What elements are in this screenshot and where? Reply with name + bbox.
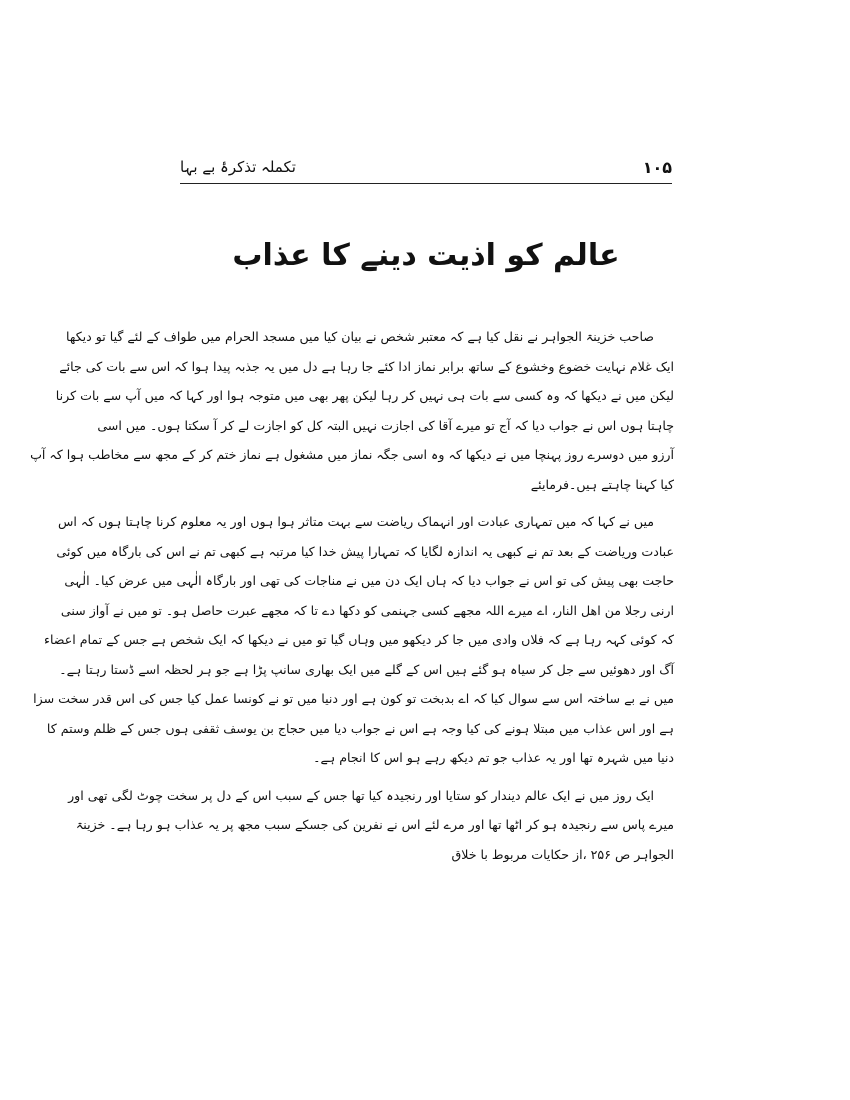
text-line: میں نے بے ساختہ اس سے سوال کیا کہ اے بدبخت تو کون ہے اور دنیا میں تو نے کونسا عمل کیا جس کی اس قدر سخت سزا — [33, 691, 674, 706]
page-number: ۱۰۵ — [642, 158, 672, 177]
text-line: عبادت وریاضت کے بعد تم نے کبھی یہ اندازہ لگایا کہ تمہارا پیش خدا کیا مرتبہ ہے کبھی تم نے اس کی بارگاہ میں کوئی — [56, 543, 674, 559]
text-line: دنیا میں شہرہ تھا اور یہ عذاب جو تم دیکھ رہے ہو اس کا انجام ہے۔ — [313, 750, 674, 765]
text-line: الجواہر ص ۲۵۶ ،از حکایات مربوط با خلاق — [451, 846, 674, 862]
text-line: ایک غلام نہایت خضوع وخشوع کے ساتھ برابر نماز ادا کئے جا رہا ہے دل میں یہ جذبہ پیدا ہوا کہ اس سے بات کی جائے — [59, 358, 674, 374]
text-line: لیکن میں نے دیکھا کہ وہ کسی سے بات ہی نہیں کر رہا لیکن پھر بھی میں متوجہ ہوا اور کہا کہ میں آپ سے بات کرنا — [55, 388, 674, 403]
paragraph-gap — [178, 773, 674, 781]
paragraph-gap — [178, 499, 674, 507]
text-line: میرے پاس سے رنجیدہ ہو کر اٹھا تھا اور مرے لئے اس نے نفرین کی جسکے سبب مجھ پر یہ عذاب ہو رہا ہے۔ خزینۃ — [75, 817, 674, 832]
text-line: کہ کوئی کہہ رہا ہے کہ فلاں وادی میں جا کر دیکھو میں وہاں گیا تو میں نے دیکھا کہ ایک شخص ہے جس کے تمام اعضاء — [44, 632, 674, 647]
text-line: ارنی رجلا من اھل النار، اے میرے اللہ مجھے کسی جہنمی کو دکھا دے تا کہ مجھے عبرت حاصل ہو۔ تو میں نے آواز سنی — [60, 602, 674, 618]
body-text — [30, 322, 674, 869]
text-line: صاحب خزینۃ الجواہر نے نقل کیا ہے کہ معتبر شخص نے بیان کیا میں مسجد الحرام میں طواف کے لئے گیا تو دیکھا — [66, 329, 654, 344]
chapter-title: عالم کو اذیت دینے کا عذاب — [232, 238, 620, 273]
text-line: ایک روز میں نے ایک عالم دیندار کو ستایا اور رنجیدہ کیا تھا جس کے سبب اس کے دل پر سخت چوٹ لگی تھی اور — [68, 787, 654, 803]
text-line: چاہتا ہوں اس نے جواب دیا کہ آج تو میرے آقا کی اجازت نہیں البتہ کل کو اجازت لے کر آ سکتا ہوں۔ میں اسی — [97, 417, 674, 433]
text-line: آگ اور دھوئیں سے جل کر سیاہ ہو گئے ہیں اس کے گلے میں ایک بھاری سانپ پڑا ہے جو ہر لحظہ اسے ڈستا رہتا ہے۔ — [59, 661, 674, 677]
text-line: ہے اور اس عذاب میں مبتلا ہونے کی کیا وجہ ہے اس نے جواب دیا میں حجاج بن یوسف ثقفی ہوں جس کے ظلم وستم کا — [46, 720, 674, 736]
text-line: حاجت بھی پیش کی تو اس نے جواب دیا کہ ہاں ایک دن میں نے مناجات کی تھی اور بارگاہ الٰہی میں عرض کیا۔ الٰہی — [64, 573, 674, 588]
text-line: میں نے کہا کہ میں تمہاری عبادت اور انہماک ریاضت سے بہت متاثر ہوا ہوں اور یہ معلوم کرنا چاہتا ہوں کہ اس — [58, 514, 654, 529]
page-header — [180, 158, 672, 180]
running-book-title: تکملہ تذکرۂ بے بہا — [180, 158, 296, 176]
header-divider — [180, 183, 672, 184]
text-line: آرزو میں دوسرے روز پہنچا میں نے دیکھا کہ وہ اسی جگہ نماز میں مشغول ہے نماز ختم کر کے مجھ سے مخاطب ہوا کہ آپ — [30, 447, 674, 462]
text-line: کیا کہنا چاہتے ہیں۔فرمایئے — [530, 476, 674, 492]
